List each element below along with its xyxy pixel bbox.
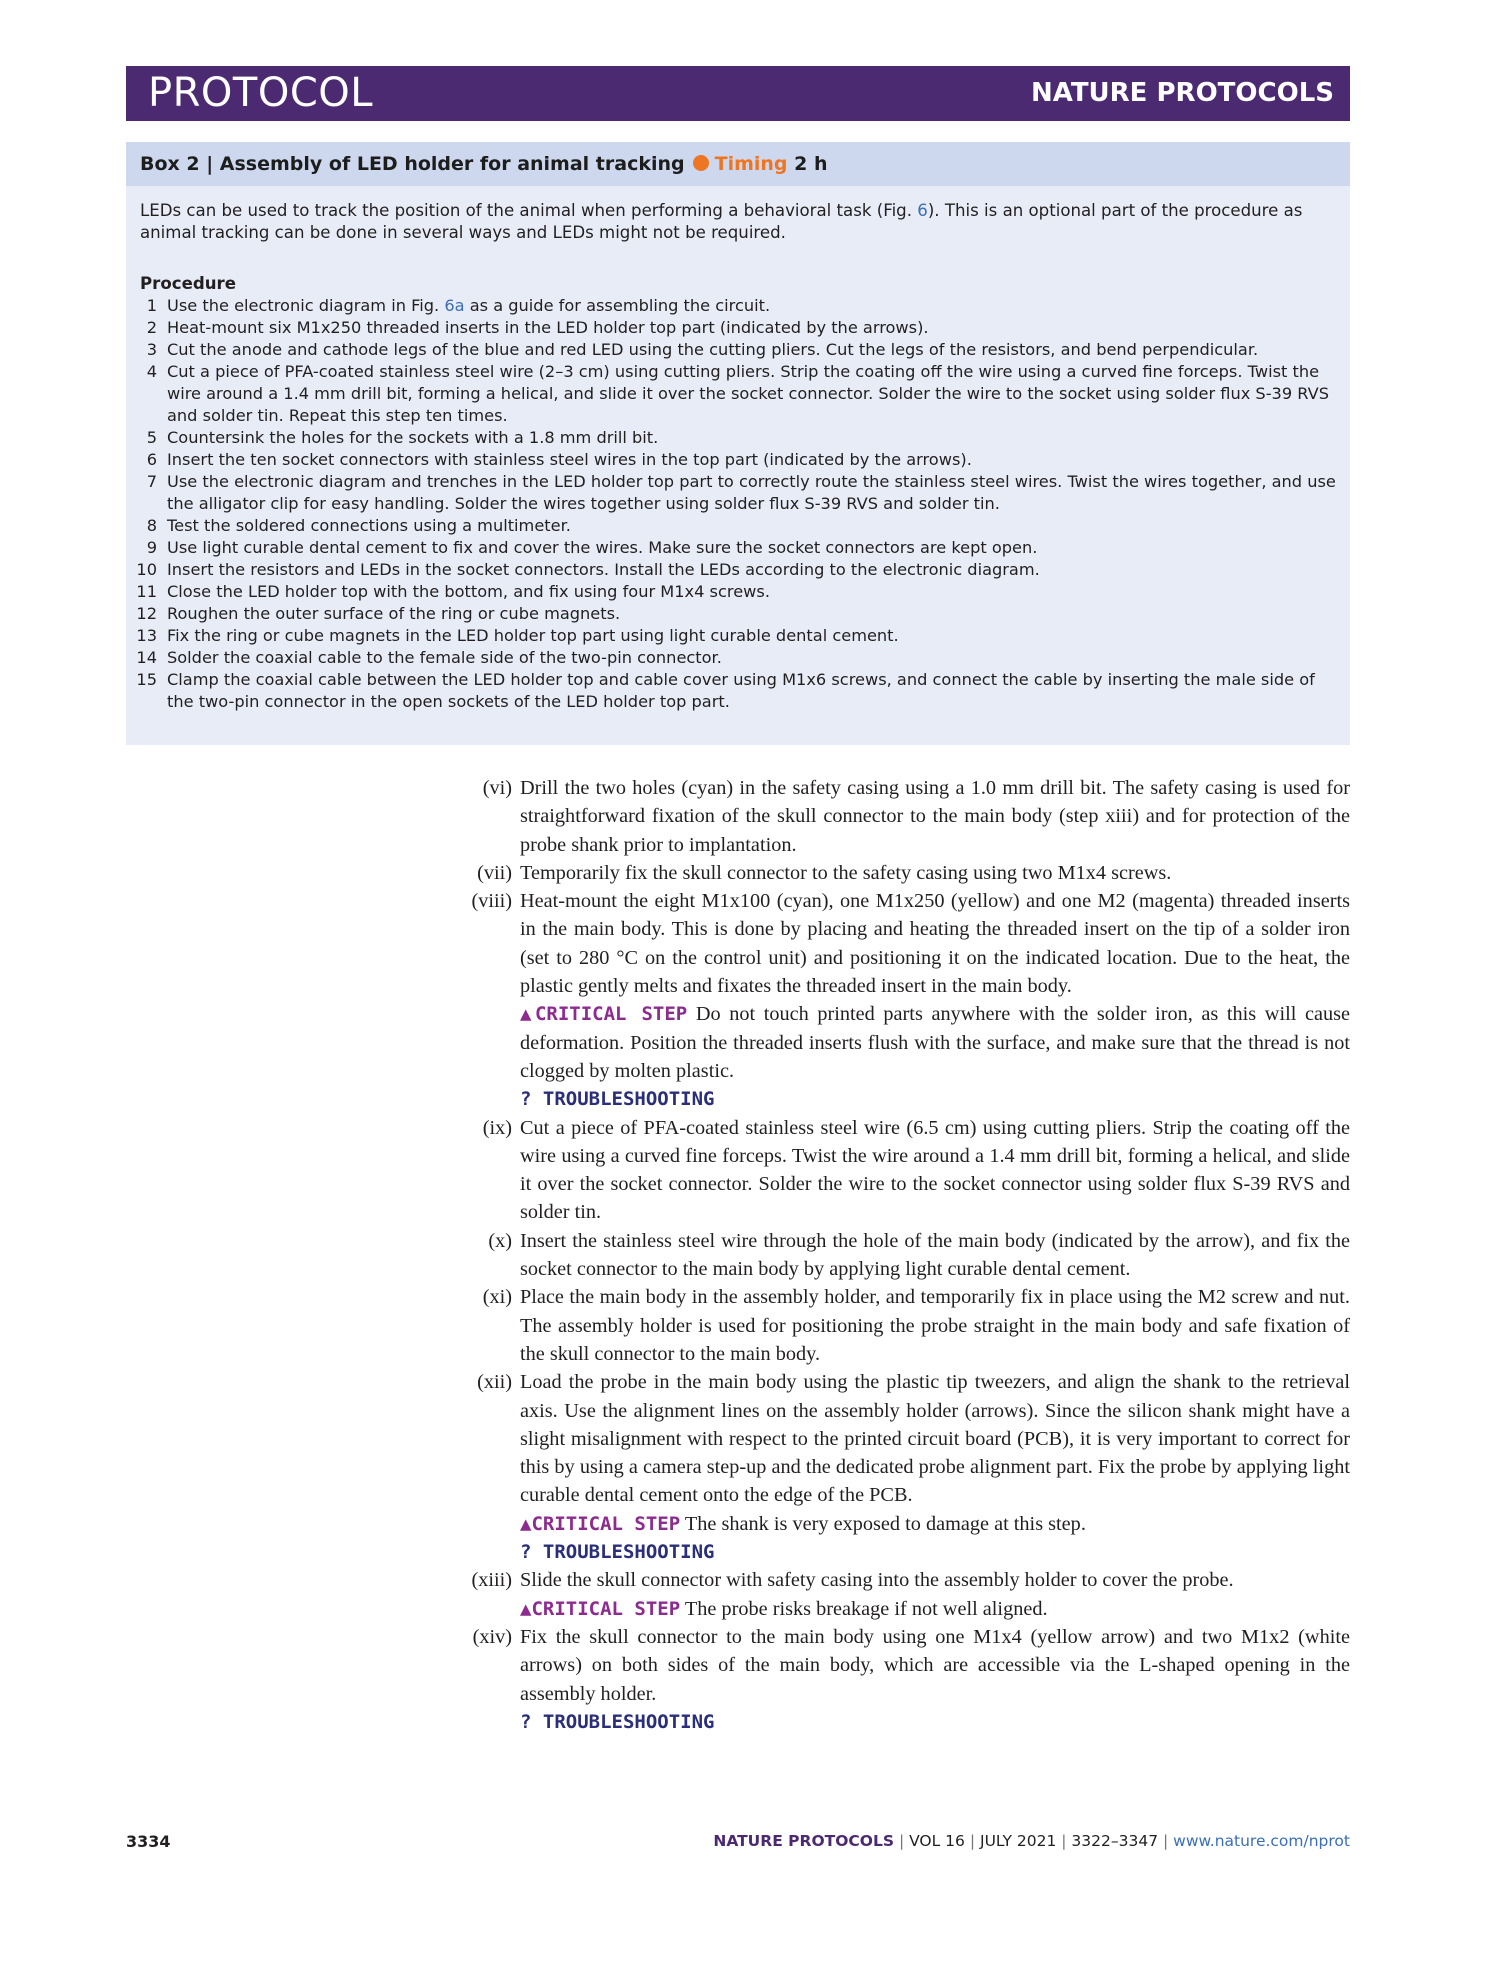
procedure-step-text: Clamp the coaxial cable between the LED holder top and cable cover using M1x6 screws, and connect the cable by inserting the male side of the two-pin connector in the open sockets of the LED holder top part.: [167, 670, 1315, 711]
footer-pages: 3322–3347: [1071, 1832, 1159, 1850]
procedure-step-text: Fix the ring or cube magnets in the LED holder top part using light curable dental cement.: [167, 626, 899, 645]
main-step-text: Insert the stainless steel wire through the hole of the main body (indicated by the arrow), and fix the socket connector to the main body by applying light curable dental cement.: [520, 1229, 1350, 1281]
main-step-number: (x): [488, 1229, 512, 1252]
main-step-number: (xii): [477, 1371, 512, 1394]
procedure-step-number: 4: [146, 362, 157, 381]
timing-dot-icon: [693, 155, 709, 171]
main-step: [454, 1114, 1350, 1227]
procedure-step-text: Insert the ten socket connectors with stainless steel wires in the top part (indicated by the arrows).: [167, 450, 972, 469]
main-step: [454, 1368, 1350, 1566]
procedure-step-number: 15: [136, 670, 157, 689]
procedure-step: [126, 339, 1350, 361]
timing-value: 2 h: [794, 153, 828, 175]
main-step-text: Slide the skull connector with safety casing into the assembly holder to cover the probe.: [520, 1569, 1234, 1592]
procedure-step: [126, 559, 1350, 581]
main-step-text: Heat-mount the eight M1x100 (cyan), one M1x250 (yellow) and one M2 (magenta) threaded inserts in the main body. This is done by placing and heating the threaded insert on the tip of a solder iron (set to 280 °C on the control unit) and positioning it on the indicated location. Due to the heat, the plastic gently melts and fixates the threaded insert in the main body.: [520, 890, 1350, 998]
critical-step-label: ▲CRITICAL STEP: [520, 1597, 681, 1620]
main-step-number: (ix): [482, 1116, 512, 1139]
main-step-text: Temporarily fix the skull connector to the safety casing using two M1x4 screws.: [520, 861, 1172, 884]
main-step: [454, 1283, 1350, 1368]
procedure-step-number: 11: [136, 582, 157, 601]
main-step-number: (xiv): [472, 1625, 512, 1648]
box-title: [140, 153, 828, 175]
intro-text: LEDs can be used to track the position of the animal when performing a behavioral task (Fig.: [140, 201, 918, 220]
footer-citation: NATURE PROTOCOLS | VOL 16 | JULY 2021 | 3322–3347 | www.nature.com/nprot: [713, 1832, 1350, 1850]
procedure-step: [126, 361, 1350, 427]
procedure-step-text: Solder the coaxial cable to the female side of the two-pin connector.: [167, 648, 722, 667]
procedure-step: [126, 427, 1350, 449]
journal-name-header: NATURE PROTOCOLS: [1030, 78, 1334, 108]
critical-step-label: ▲CRITICAL STEP: [520, 1512, 681, 1535]
main-steps-list: [454, 774, 1350, 1736]
main-step: [454, 1227, 1350, 1284]
main-step-text: Place the main body in the assembly holder, and temporarily fix in place using the M2 screw and nut. The assembly holder is used for positioning the probe straight in the main body and safe fixation of the skull connector to the main body.: [520, 1286, 1350, 1365]
procedure-step: [126, 603, 1350, 625]
procedure-step-text: Heat-mount six M1x250 threaded inserts in the LED holder top part (indicated by the arrows).: [167, 318, 929, 337]
critical-step-note: [520, 1000, 1350, 1085]
procedure-step-text: as a guide for assembling the circuit.: [464, 296, 771, 315]
procedure-list: [126, 295, 1350, 713]
procedure-step-text: Cut the anode and cathode legs of the blue and red LED using the cutting pliers. Cut the legs of the resistors, and bend perpendicular.: [167, 340, 1259, 359]
box-intro: [140, 200, 1336, 244]
procedure-step-text: Roughen the outer surface of the ring or cube magnets.: [167, 604, 621, 623]
procedure-step-text: Test the soldered connections using a multimeter.: [167, 516, 571, 535]
box-2: [126, 142, 1350, 745]
box-title-text: Box 2 | Assembly of LED holder for animal tracking: [140, 153, 685, 175]
procedure-step-number: 12: [136, 604, 157, 623]
troubleshooting-link[interactable]: ? TROUBLESHOOTING: [520, 1088, 715, 1111]
main-step: [454, 859, 1350, 887]
journal-header-bar: [126, 66, 1350, 121]
main-step-number: (xi): [482, 1286, 512, 1309]
procedure-step-number: 5: [146, 428, 157, 447]
procedure-step: [126, 669, 1350, 713]
critical-step-note: [520, 1595, 1350, 1623]
main-step: [454, 1623, 1350, 1736]
procedure-step: [126, 317, 1350, 339]
main-step-text: Load the probe in the main body using the plastic tip tweezers, and align the shank to the retrieval axis. Use the alignment lines on the assembly holder (arrows). Since the silicon shank might have a slight misalignment with respect to the printed circuit board (PCB), it is very important to correct for this by using a camera step-up and the dedicated probe alignment part. Fix the probe by applying light curable dental cement onto the edge of the PCB.: [520, 1371, 1350, 1507]
main-step: [454, 774, 1350, 859]
procedure-step: [126, 449, 1350, 471]
procedure-step: [126, 515, 1350, 537]
procedure-step: [126, 471, 1350, 515]
procedure-step-number: 1: [146, 296, 157, 315]
procedure-step: [126, 647, 1350, 669]
procedure-step-text: Use the electronic diagram and trenches in the LED holder top part to correctly route the stainless steel wires. Twist the wires together, and use the alligator clip for easy handling. Solder the wires together using solder flux S-39 RVS and solder tin.: [167, 472, 1336, 513]
procedure-step: [126, 581, 1350, 603]
procedure-step-number: 2: [146, 318, 157, 337]
main-step-number: (xiii): [471, 1569, 512, 1592]
procedure-step-number: 3: [146, 340, 157, 359]
main-step-text: Drill the two holes (cyan) in the safety casing using a 1.0 mm drill bit. The safety casing is used for straightforward fixation of the skull connector to the main body (step xiii) and for protection of the probe shank prior to implantation.: [520, 777, 1350, 856]
main-step-number: (vi): [482, 777, 512, 799]
procedure-step-number: 13: [136, 626, 157, 645]
procedure-step-text: Insert the resistors and LEDs in the socket connectors. Install the LEDs according to the electronic diagram.: [167, 560, 1040, 579]
critical-step-text: The shank is very exposed to damage at this step.: [684, 1512, 1086, 1535]
main-step-text: Fix the skull connector to the main body using one M1x4 (yellow arrow) and two M1x2 (white arrows) on both sides of the main body, which are accessible via the L-shaped opening in the assembly holder.: [520, 1625, 1350, 1705]
procedure-step: [126, 625, 1350, 647]
footer-url-link[interactable]: www.nature.com/nprot: [1173, 1832, 1350, 1850]
procedure-step-number: 14: [136, 648, 157, 667]
footer-volume: VOL 16: [909, 1832, 965, 1850]
procedure-heading: Procedure: [140, 274, 236, 293]
page-number: 3334: [126, 1832, 171, 1851]
main-step-number: (viii): [471, 890, 512, 913]
footer-journal-name: NATURE PROTOCOLS: [713, 1832, 895, 1850]
timing-label: Timing: [714, 153, 788, 175]
main-step: [454, 887, 1350, 1113]
main-step-text: Cut a piece of PFA-coated stainless steel wire (6.5 cm) using cutting pliers. Strip the coating off the wire using a curved fine forceps. Twist the wire around a 1.4 mm drill bit, forming a helical, and slide it over the socket connector. Solder the wire to the socket connector using solder flux S-39 RVS and solder tin.: [520, 1116, 1350, 1224]
troubleshooting-link[interactable]: ? TROUBLESHOOTING: [520, 1541, 715, 1564]
procedure-step-text: Countersink the holes for the sockets with a 1.8 mm drill bit.: [167, 428, 659, 447]
procedure-step-number: 9: [146, 538, 157, 557]
critical-step-label: ▲CRITICAL STEP: [520, 1003, 688, 1026]
footer-date: JULY 2021: [980, 1832, 1057, 1850]
intro-text-end: ). This is an optional part of the procedure as animal tracking can be done in several ways and LEDs might not be required.: [140, 201, 1303, 242]
critical-step-text: The probe risks breakage if not well aligned.: [684, 1597, 1048, 1620]
article-type-label: PROTOCOL: [148, 70, 374, 116]
procedure-step: [126, 537, 1350, 559]
procedure-step: [126, 295, 1350, 317]
procedure-step-number: 8: [146, 516, 157, 535]
figure-link-6[interactable]: 6: [917, 201, 928, 220]
troubleshooting-link[interactable]: ? TROUBLESHOOTING: [520, 1710, 715, 1733]
procedure-step-text: Cut a piece of PFA-coated stainless steel wire (2–3 cm) using cutting pliers. Strip the coating off the wire using a curved fine forceps. Twist the wire around a 1.4 mm drill bit, forming a helical, and slide it over the socket connector. Solder the wire to the socket using solder flux S-39 RVS and solder tin. Repeat this step ten times.: [167, 362, 1330, 425]
procedure-step-text: Use light curable dental cement to fix and cover the wires. Make sure the socket connectors are kept open.: [167, 538, 1038, 557]
main-step: [454, 1566, 1350, 1623]
critical-step-note: [520, 1510, 1350, 1538]
procedure-step-number: 7: [146, 472, 157, 491]
procedure-step-text: Use the electronic diagram in Fig.: [167, 296, 445, 315]
main-step-number: (vii): [477, 861, 512, 884]
procedure-step-number: 10: [136, 560, 157, 579]
figure-link-6a[interactable]: 6a: [444, 296, 465, 315]
procedure-step-text: Close the LED holder top with the bottom, and fix using four M1x4 screws.: [167, 582, 770, 601]
procedure-step-number: 6: [146, 450, 157, 469]
critical-step-text: Do not touch printed parts anywhere with the solder iron, as this will cause deformation. Position the threaded inserts flush with the surface, and make sure that the thread is not clogged by molten plastic.: [520, 1003, 1350, 1082]
box-title-bar: [126, 142, 1350, 186]
